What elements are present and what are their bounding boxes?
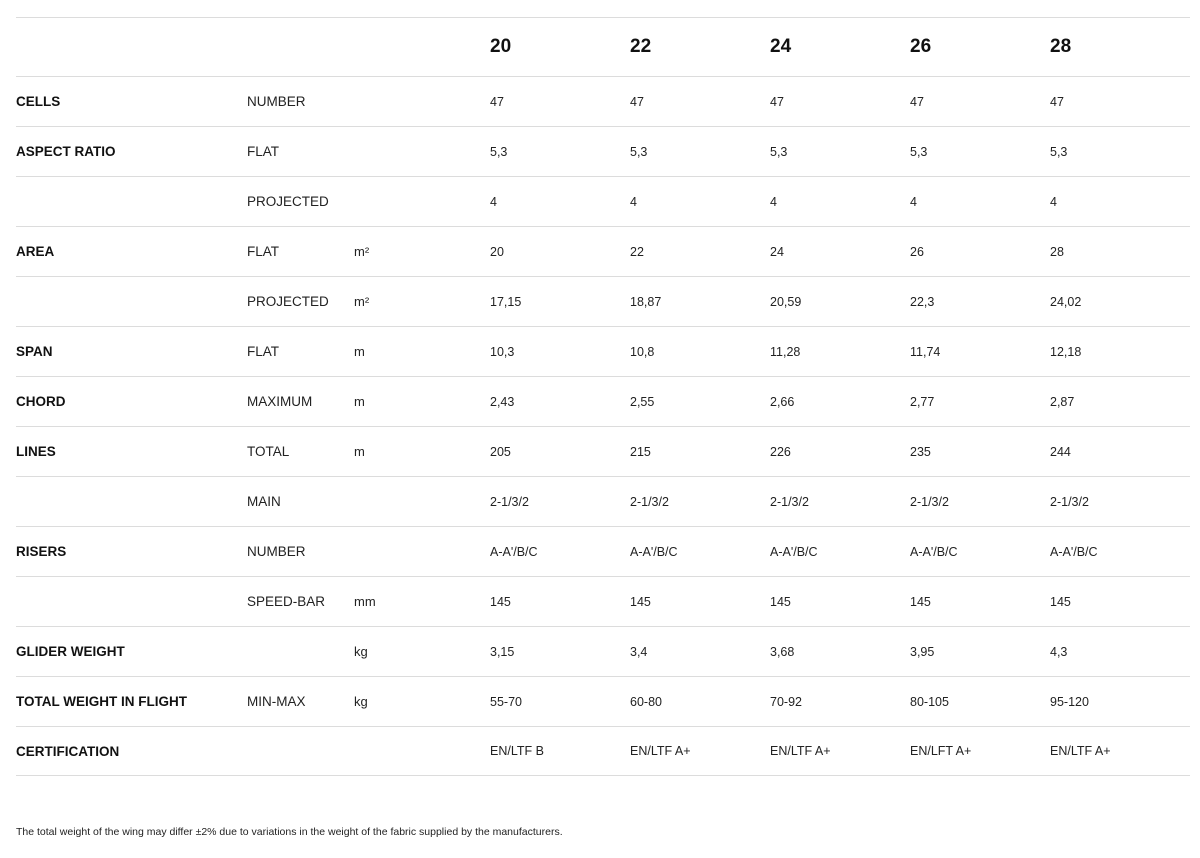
spec-value: 24,02 <box>1050 294 1082 309</box>
spec-table <box>16 17 1190 776</box>
spec-unit: m <box>354 394 365 409</box>
spec-unit <box>354 727 490 775</box>
spec-subcategory: PROJECTED <box>247 194 329 209</box>
spec-name: CHORD <box>16 394 66 409</box>
spec-unit <box>354 127 490 176</box>
spec-value: 47 <box>770 94 784 109</box>
spec-subcategory: NUMBER <box>247 94 306 109</box>
table-row <box>16 626 1190 676</box>
spec-name <box>16 477 247 526</box>
spec-value: 60-80 <box>630 694 662 709</box>
spec-value: 20 <box>490 244 504 259</box>
spec-value: 2-1/3/2 <box>490 494 529 509</box>
spec-value: 5,3 <box>630 144 648 159</box>
table-row <box>16 226 1190 276</box>
spec-value: 3,4 <box>630 644 648 659</box>
spec-unit: kg <box>354 694 368 709</box>
spec-subcategory: PROJECTED <box>247 294 329 309</box>
spec-value: EN/LFT A+ <box>910 744 972 758</box>
spec-value: 12,18 <box>1050 344 1082 359</box>
spec-subcategory: MAXIMUM <box>247 394 313 409</box>
spec-name: RISERS <box>16 544 67 559</box>
spec-name: ASPECT RATIO <box>16 144 116 159</box>
spec-unit: m <box>354 344 365 359</box>
spec-value: 205 <box>490 444 511 459</box>
spec-value: 4 <box>630 194 637 209</box>
spec-value: 26 <box>910 244 924 259</box>
spec-value: 10,8 <box>630 344 655 359</box>
spec-value: 20,59 <box>770 294 802 309</box>
spec-value: 47 <box>490 94 504 109</box>
spec-value: 18,87 <box>630 294 662 309</box>
spec-value: 22,3 <box>910 294 935 309</box>
spec-name: GLIDER WEIGHT <box>16 644 125 659</box>
spec-subcategory: FLAT <box>247 344 280 359</box>
spec-unit: mm <box>354 594 376 609</box>
spec-unit: m² <box>354 244 370 259</box>
table-row <box>16 126 1190 176</box>
spec-value: 2,66 <box>770 394 795 409</box>
spec-value: A-A'/B/C <box>770 544 818 559</box>
size-header: 28 <box>1050 36 1072 57</box>
spec-unit <box>354 527 490 576</box>
table-row <box>16 276 1190 326</box>
spec-value: 2-1/3/2 <box>1050 494 1089 509</box>
spec-value: 145 <box>910 594 931 609</box>
spec-value: 215 <box>630 444 651 459</box>
spec-name: SPAN <box>16 344 53 359</box>
spec-value: EN/LTF A+ <box>630 744 691 758</box>
spec-subcategory: FLAT <box>247 244 280 259</box>
spec-value: 2-1/3/2 <box>770 494 809 509</box>
table-row <box>16 526 1190 576</box>
table-body <box>16 76 1190 776</box>
spec-value: 10,3 <box>490 344 515 359</box>
spec-name: AREA <box>16 244 55 259</box>
table-row <box>16 176 1190 226</box>
spec-subcategory: FLAT <box>247 144 280 159</box>
spec-subcategory: SPEED-BAR <box>247 594 326 609</box>
table-row <box>16 326 1190 376</box>
spec-unit: m² <box>354 294 370 309</box>
spec-value: 2-1/3/2 <box>630 494 669 509</box>
spec-value: 4,3 <box>1050 644 1068 659</box>
size-header: 22 <box>630 36 652 57</box>
spec-value: A-A'/B/C <box>910 544 958 559</box>
spec-name: LINES <box>16 444 56 459</box>
spec-value: A-A'/B/C <box>1050 544 1098 559</box>
spec-value: 4 <box>910 194 917 209</box>
spec-value: 4 <box>770 194 777 209</box>
spec-value: 145 <box>770 594 791 609</box>
header-row <box>16 17 1190 76</box>
spec-unit <box>354 477 490 526</box>
spec-value: EN/LTF A+ <box>1050 744 1111 758</box>
spec-value: 28 <box>1050 244 1064 259</box>
table-row <box>16 426 1190 476</box>
spec-name: TOTAL WEIGHT IN FLIGHT <box>16 694 187 709</box>
spec-value: 24 <box>770 244 784 259</box>
size-header: 24 <box>770 36 792 57</box>
spec-subcategory: MIN-MAX <box>247 694 306 709</box>
spec-subcategory <box>247 627 354 676</box>
size-header: 26 <box>910 36 932 57</box>
footnote: The total weight of the wing may differ ±2% due to variations in the weight of the fabric supplied by the manufacturers. <box>16 826 563 838</box>
spec-name: CERTIFICATION <box>16 743 120 759</box>
spec-value: 5,3 <box>910 144 928 159</box>
spec-value: 235 <box>910 444 931 459</box>
spec-value: 47 <box>630 94 644 109</box>
spec-value: 95-120 <box>1050 694 1089 709</box>
spec-value: 2-1/3/2 <box>910 494 949 509</box>
table-row <box>16 76 1190 126</box>
spec-value: EN/LTF A+ <box>770 744 831 758</box>
spec-value: EN/LTF B <box>490 744 544 758</box>
spec-value: 47 <box>1050 94 1064 109</box>
spec-value: 3,68 <box>770 644 795 659</box>
table-row <box>16 376 1190 426</box>
table-row <box>16 726 1190 776</box>
spec-value: A-A'/B/C <box>630 544 678 559</box>
table-row <box>16 676 1190 726</box>
spec-value: 80-105 <box>910 694 949 709</box>
spec-subcategory: NUMBER <box>247 544 306 559</box>
spec-value: 70-92 <box>770 694 802 709</box>
spec-value: 11,74 <box>910 344 941 359</box>
spec-value: 3,15 <box>490 644 515 659</box>
spec-unit <box>354 177 490 226</box>
spec-value: 2,55 <box>630 394 655 409</box>
spec-value: 5,3 <box>1050 144 1068 159</box>
spec-value: 3,95 <box>910 644 935 659</box>
table-row <box>16 576 1190 626</box>
spec-unit: m <box>354 444 365 459</box>
spec-value: 55-70 <box>490 694 522 709</box>
spec-value: A-A'/B/C <box>490 544 538 559</box>
spec-subcategory: TOTAL <box>247 444 290 459</box>
spec-subcategory: MAIN <box>247 494 281 509</box>
spec-unit <box>354 77 490 126</box>
spec-name <box>16 177 247 226</box>
spec-unit: kg <box>354 644 368 659</box>
spec-value: 17,15 <box>490 294 522 309</box>
spec-name <box>16 577 247 626</box>
spec-value: 22 <box>630 244 644 259</box>
spec-value: 244 <box>1050 444 1071 459</box>
spec-value: 226 <box>770 444 791 459</box>
spec-value: 2,77 <box>910 394 935 409</box>
spec-value: 2,87 <box>1050 394 1075 409</box>
spec-name <box>16 277 247 326</box>
spec-value: 5,3 <box>490 144 508 159</box>
spec-value: 4 <box>1050 194 1057 209</box>
spec-value: 4 <box>490 194 497 209</box>
spec-value: 5,3 <box>770 144 788 159</box>
table-row <box>16 476 1190 526</box>
spec-value: 11,28 <box>770 344 801 359</box>
spec-value: 145 <box>1050 594 1071 609</box>
size-header: 20 <box>490 36 512 57</box>
spec-value: 145 <box>490 594 511 609</box>
spec-value: 47 <box>910 94 924 109</box>
spec-subcategory <box>247 727 354 775</box>
spec-value: 145 <box>630 594 651 609</box>
spec-value: 2,43 <box>490 394 515 409</box>
spec-name: CELLS <box>16 94 61 109</box>
